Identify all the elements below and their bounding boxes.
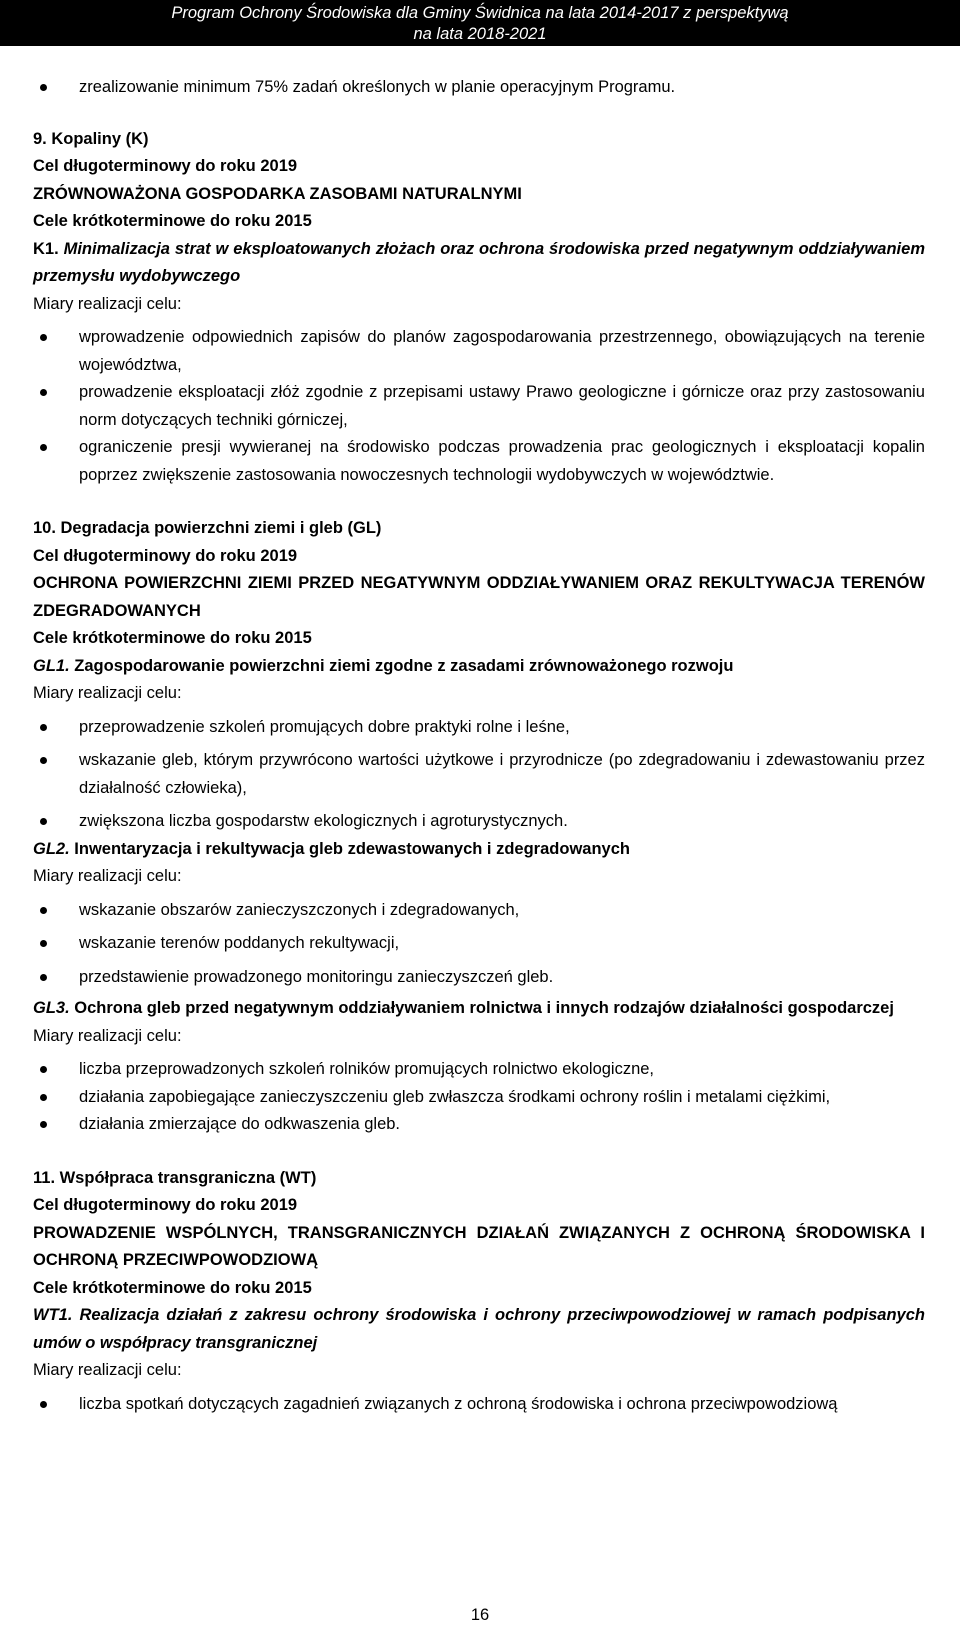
short-term-label: Cele krótkoterminowe do roku 2015 <box>33 1278 312 1297</box>
measures-label: Miary realizacji celu: <box>33 1361 182 1379</box>
goal-heading <box>33 653 925 681</box>
section-10 <box>33 515 925 1139</box>
header-line-2: na lata 2018-2021 <box>413 25 547 43</box>
measures-label: Miary realizacji celu: <box>33 1026 182 1045</box>
long-term-goal: OCHRONA POWIERZCHNI ZIEMI PRZED NEGATYWNYM ODDZIAŁYWANIEM ORAZ REKULTYWACJA TERENÓW ZDEGRADOWANYCH <box>33 574 925 620</box>
section-title: 9. Kopaliny (K) <box>33 129 149 148</box>
long-term-label: Cel długoterminowy do roku 2019 <box>33 157 298 175</box>
measures-list <box>33 897 925 992</box>
list-item: przedstawienie prowadzonego monitoringu zanieczyszczeń gleb. <box>33 964 925 992</box>
goal-heading <box>33 995 925 1023</box>
list-item: ograniczenie presji wywieranej na środowisko podczas prowadzenia prac geologicznych i eksploatacji kopalin poprzez zwiększenie zastosowania nowoczesnych technologii wydobywczych w województwie. <box>33 434 925 489</box>
section-11 <box>33 1165 925 1419</box>
measures-list <box>33 714 925 836</box>
long-term-label: Cel długoterminowy do roku 2019 <box>33 546 298 565</box>
measures-label: Miary realizacji celu: <box>33 867 182 885</box>
goal-heading <box>33 236 925 291</box>
list-item: wprowadzenie odpowiednich zapisów do planów zagospodarowania przestrzennego, obowiązujących na terenie województwa, <box>33 324 925 379</box>
list-item: zrealizowanie minimum 75% zadań określonych w planie operacyjnym Programu. <box>33 74 925 102</box>
list-item: wskazanie gleb, którym przywrócono wartości użytkowe i przyrodnicze (po zdegradowaniu i zdewastowaniu przez działalność człowieka), <box>33 747 925 802</box>
section-title: 11. Współpraca transgraniczna (WT) <box>33 1168 317 1187</box>
long-term-label: Cel długoterminowy do roku 2019 <box>33 1196 298 1214</box>
long-term-goal: PROWADZENIE WSPÓLNYCH, TRANSGRANICZNYCH DZIAŁAŃ ZWIĄZANYCH Z OCHRONĄ ŚRODOWISKA I OCHRONĄ PRZECIWPOWODZIOWĄ <box>33 1223 925 1269</box>
page-header <box>0 0 960 46</box>
section-title: 10. Degradacja powierzchni ziemi i gleb (GL) <box>33 519 382 537</box>
goal-title: Minimalizacja strat w eksploatowanych złożach oraz ochrona środowiska przed negatywnym oddziaływaniem przemysłu wydobywczego <box>33 239 925 285</box>
list-item: wskazanie terenów poddanych rekultywacji, <box>33 930 925 958</box>
goal-heading <box>33 1302 925 1357</box>
goal-code: WT1. <box>33 1306 73 1324</box>
header-line-1: Program Ochrony Środowiska dla Gminy Świdnica na lata 2014-2017 z perspektywą <box>171 4 789 22</box>
measures-list <box>33 1056 925 1139</box>
page-number: 16 <box>470 1606 490 1624</box>
goal-code: GL2. <box>33 839 70 858</box>
intro-list <box>33 74 925 102</box>
measures-label: Miary realizacji celu: <box>33 294 182 313</box>
goal-heading <box>33 836 925 864</box>
goal-title: Ochrona gleb przed negatywnym oddziaływaniem rolnictwa i innych rodzajów działalności gospodarczej <box>74 999 894 1017</box>
document-body <box>33 74 925 1418</box>
list-item: działania zmierzające do odkwaszenia gleb. <box>33 1111 925 1139</box>
measures-list <box>33 1391 925 1419</box>
list-item: prowadzenie eksploatacji złóż zgodnie z przepisami ustawy Prawo geologiczne i górnicze oraz przy zastosowaniu norm dotyczących techniki górniczej, <box>33 379 925 434</box>
list-item: przeprowadzenie szkoleń promujących dobre praktyki rolne i leśne, <box>33 714 925 742</box>
long-term-goal: ZRÓWNOWAŻONA GOSPODARKA ZASOBAMI NATURALNYMI <box>33 184 522 203</box>
list-item: zwiększona liczba gospodarstw ekologicznych i agroturystycznych. <box>33 808 925 836</box>
list-item: wskazanie obszarów zanieczyszczonych i zdegradowanych, <box>33 897 925 925</box>
list-item: liczba przeprowadzonych szkoleń rolników promujących rolnictwo ekologiczne, <box>33 1056 925 1084</box>
goal-code: GL1. <box>33 656 70 675</box>
list-item: liczba spotkań dotyczących zagadnień związanych z ochroną środowiska i ochrona przeciwpowodziową <box>33 1391 925 1419</box>
short-term-label: Cele krótkoterminowe do roku 2015 <box>33 212 312 230</box>
measures-list <box>33 324 925 489</box>
goal-title: Zagospodarowanie powierzchni ziemi zgodne z zasadami zrównoważonego rozwoju <box>74 656 734 675</box>
measures-label: Miary realizacji celu: <box>33 684 182 702</box>
list-item: działania zapobiegające zanieczyszczeniu gleb zwłaszcza środkami ochrony roślin i metalami ciężkimi, <box>33 1084 925 1112</box>
goal-title: Inwentaryzacja i rekultywacja gleb zdewastowanych i zdegradowanych <box>74 839 630 858</box>
goal-code: GL3. <box>33 999 70 1017</box>
goal-code: K1. <box>33 239 59 258</box>
goal-title: Realizacja działań z zakresu ochrony środowiska i ochrony przeciwpowodziowej w ramach podpisanych umów o współpracy transgranicznej <box>33 1306 925 1352</box>
short-term-label: Cele krótkoterminowe do roku 2015 <box>33 629 312 647</box>
section-9 <box>33 126 925 490</box>
